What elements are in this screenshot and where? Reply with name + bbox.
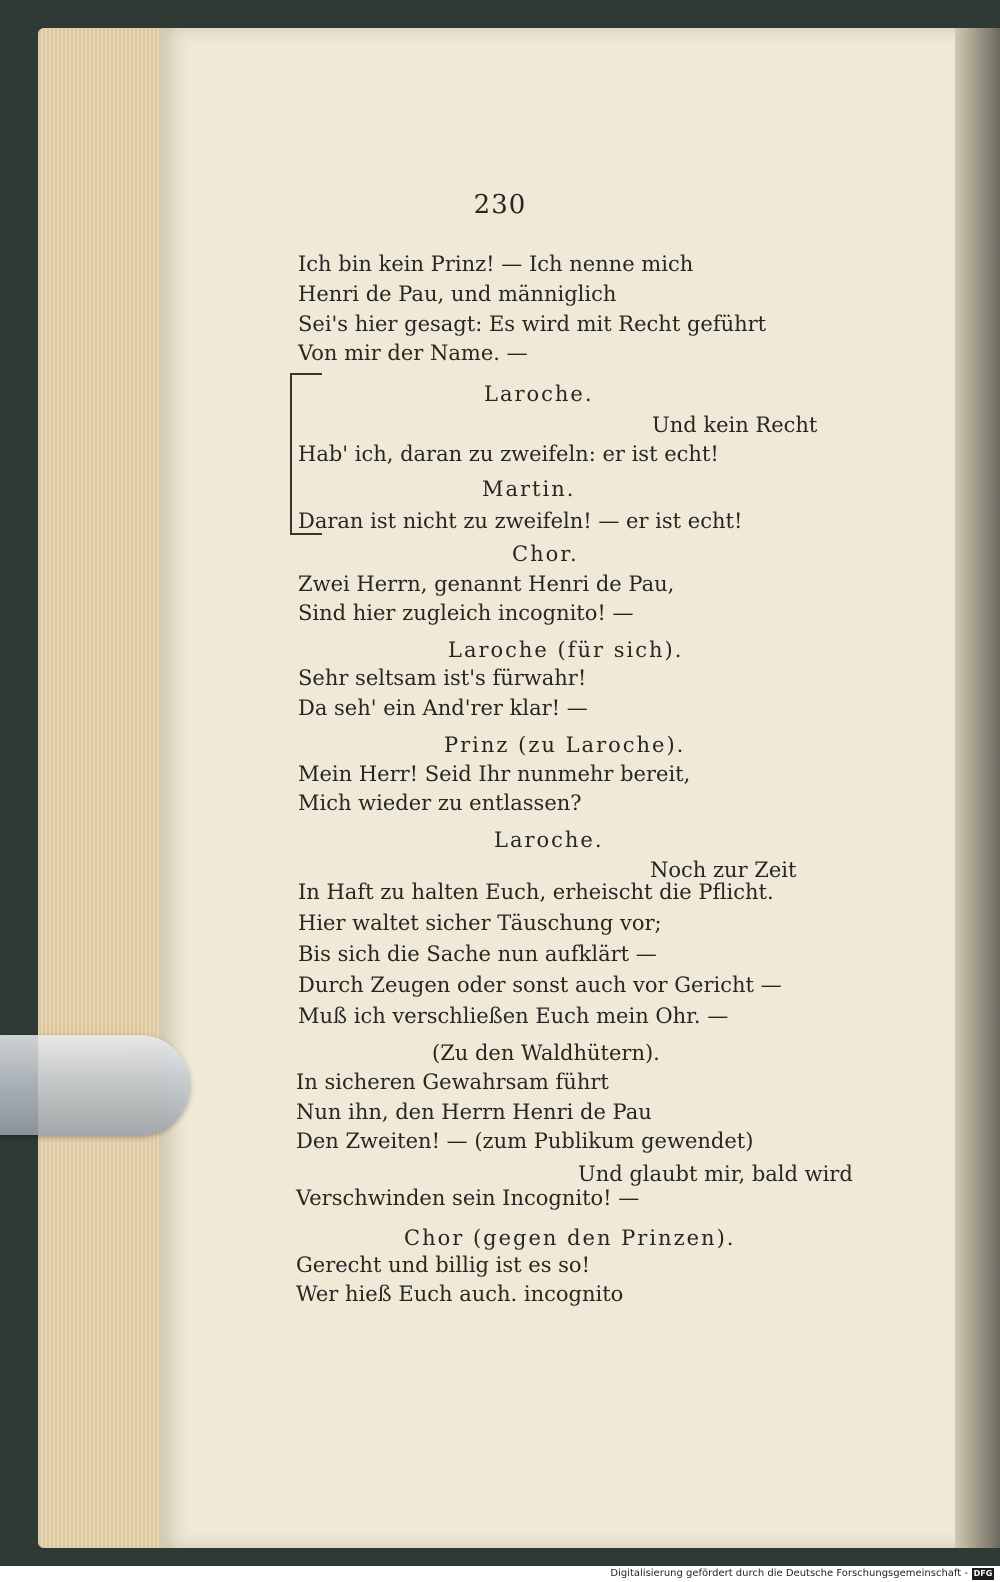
book-clip [0, 1035, 190, 1135]
text-line: Muß ich verschließen Euch mein Ohr. — [298, 1004, 729, 1028]
page-number: 230 [473, 190, 527, 220]
text-line: Nun ihn, den Herrn Henri de Pau [296, 1100, 652, 1124]
text-line: Durch Zeugen oder sonst auch vor Gericht — [298, 973, 782, 997]
stage-direction: (Zu den Waldhütern). [432, 1041, 660, 1065]
text-line: Noch zur Zeit [650, 858, 797, 882]
funding-credit: Digitalisierung gefördert durch die Deutsche Forschungsgemeinschaft - [610, 1568, 968, 1579]
text-line: Verschwinden sein Incognito! — [296, 1186, 640, 1210]
text-line: Von mir der Name. — [298, 341, 528, 365]
text-line: Sei's hier gesagt: Es wird mit Recht geführt [298, 312, 767, 336]
text-line: Hier waltet sicher Täuschung vor; [298, 911, 662, 935]
text-line: Zwei Herrn, genannt Henri de Pau, [298, 572, 675, 596]
text-line: Sehr seltsam ist's fürwahr! [298, 666, 587, 690]
speaker-name: Chor (gegen den Prinzen). [404, 1226, 736, 1250]
speaker-name: Martin. [482, 477, 576, 501]
text-line: Gerecht und billig ist es so! [296, 1253, 591, 1277]
speaker-name: Prinz (zu Laroche). [444, 733, 686, 757]
text-line: Bis sich die Sache nun aufklärt — [298, 942, 657, 966]
speaker-name: Laroche. [494, 828, 604, 852]
text-line: Ich bin kein Prinz! — Ich nenne mich [298, 252, 694, 276]
dfg-logo: DFG [973, 1569, 993, 1578]
text-line: Und glaubt mir, bald wird [578, 1162, 853, 1186]
text-line: In Haft zu halten Euch, erheischt die Pflicht. [298, 880, 774, 904]
text-line: Sind hier zugleich incognito! — [298, 601, 634, 625]
text-line: Mich wieder zu entlassen? [298, 791, 582, 815]
page-gutter-shadow [955, 28, 1000, 1548]
speaker-name: Chor. [512, 542, 579, 566]
text-line: Henri de Pau, und männiglich [298, 282, 617, 306]
text-line: In sicheren Gewahrsam führt [296, 1070, 609, 1094]
text-line: Mein Herr! Seid Ihr nunmehr bereit, [298, 762, 691, 786]
speaker-name: Laroche. [484, 382, 594, 406]
book-page-edges [38, 28, 168, 1548]
speaker-name: Laroche (für sich). [448, 638, 684, 662]
text-line: Daran ist nicht zu zweifeln! — er ist echt! [298, 509, 743, 533]
text-line: Da seh' ein And'rer klar! — [298, 696, 588, 720]
text-line: Hab' ich, daran zu zweifeln: er ist echt! [298, 442, 719, 466]
text-line: Und kein Recht [652, 413, 818, 437]
text-line: Wer hieß Euch auch. incognito [296, 1282, 624, 1306]
text-line: Den Zweiten! — (zum Publikum gewendet) [296, 1129, 754, 1153]
